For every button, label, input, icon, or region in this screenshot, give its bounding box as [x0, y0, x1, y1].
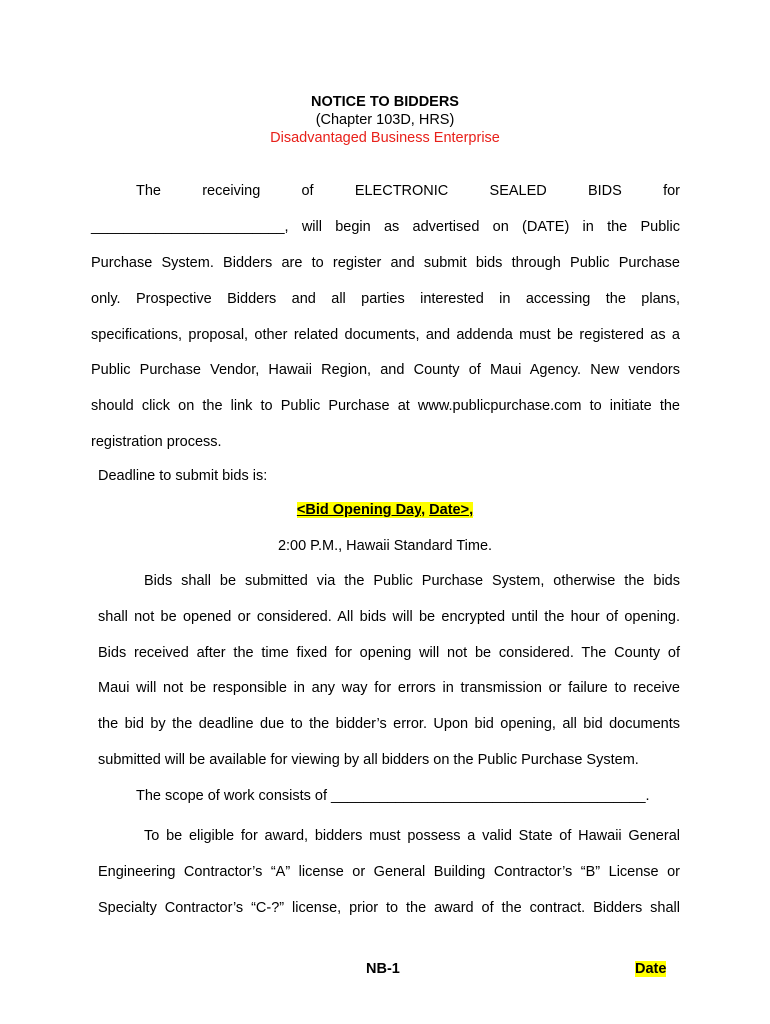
chapter-reference: (Chapter 103D, HRS) — [315, 112, 455, 128]
page-number: NB-1 — [366, 961, 400, 977]
intro-line-4: only. Prospective Bidders and all parties interested in accessing the plans, — [91, 291, 680, 307]
eligibility-line-2: Engineering Contractor’s “A” license or General Building Contractor’s “B” License or — [98, 864, 680, 880]
intro-line-1: The receiving of ELECTRONIC SEALED BIDS for — [136, 183, 680, 199]
footer-date: Date — [635, 961, 667, 977]
scope-of-work: The scope of work consists of _______________________________________. — [136, 788, 650, 804]
date-trailing-comma: , — [469, 502, 474, 518]
submission-line-4: Maui will not be responsible in any way for errors in transmission or failure to receive — [98, 680, 680, 696]
intro-line-8: registration process. — [91, 434, 222, 450]
bid-opening-date — [0, 502, 770, 518]
intro-line-3: Purchase System. Bidders are to register and submit bids through Public Purchase — [91, 255, 680, 271]
submission-line-1: Bids shall be submitted via the Public Purchase System, otherwise the bids — [144, 573, 680, 589]
eligibility-line-1: To be eligible for award, bidders must possess a valid State of Hawaii General — [144, 828, 680, 844]
eligibility-line-3: Specialty Contractor’s “C-?” license, prior to the award of the contract. Bidders shall — [98, 900, 680, 916]
submission-line-6: submitted will be available for viewing by all bidders on the Public Purchase System. — [98, 752, 639, 768]
page-title: NOTICE TO BIDDERS — [311, 94, 459, 110]
bid-opening-time: 2:00 P.M., Hawaii Standard Time. — [277, 538, 493, 554]
date-separator: , — [421, 502, 430, 518]
intro-line-6: Public Purchase Vendor, Hawaii Region, and County of Maui Agency. New vendors — [91, 362, 680, 378]
submission-line-2: shall not be opened or considered. All bids will be encrypted until the hour of opening. — [98, 609, 680, 625]
date-placeholder: Date> — [429, 502, 470, 518]
deadline-label: Deadline to submit bids is: — [98, 468, 268, 484]
dbe-subtitle: Disadvantaged Business Enterprise — [270, 130, 500, 146]
bid-opening-day-placeholder: <Bid Opening Day — [296, 502, 422, 518]
submission-line-5: the bid by the deadline due to the bidder’s error. Upon bid opening, all bid documents — [98, 716, 680, 732]
intro-line-2: ________________________, will begin as advertised on (DATE) in the Public — [91, 219, 680, 235]
intro-line-5: specifications, proposal, other related documents, and addenda must be registered as a — [91, 327, 680, 343]
submission-line-3: Bids received after the time fixed for opening will not be considered. The County of — [98, 645, 680, 661]
intro-line-7: should click on the link to Public Purchase at www.publicpurchase.com to initiate the — [91, 398, 680, 414]
